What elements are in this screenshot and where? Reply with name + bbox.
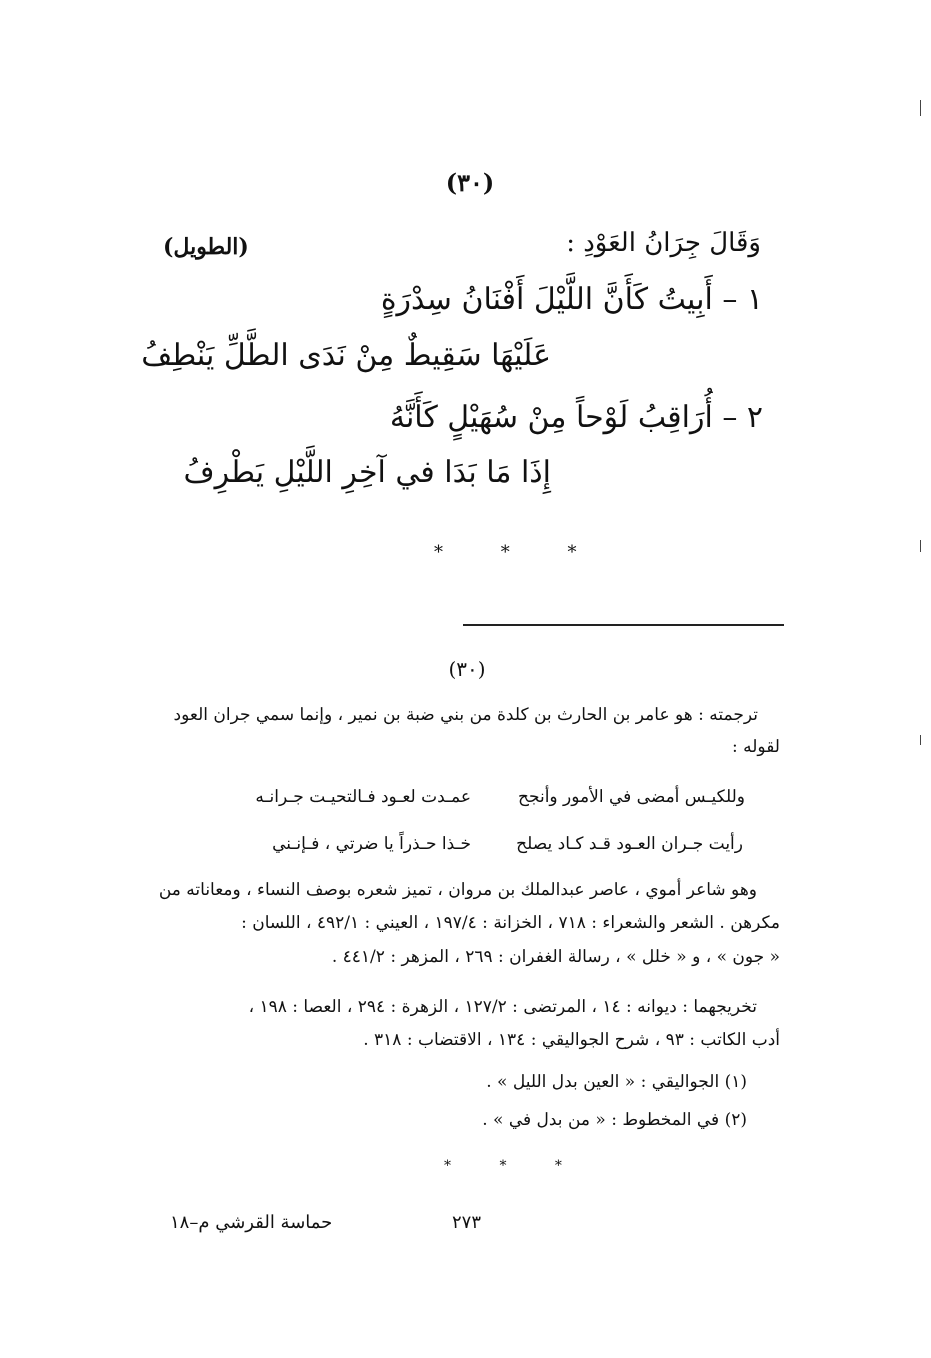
takhrij-line: أدب الكاتب : ٩٣ ، شرح الجواليقي : ١٣٤ ، الاقتضاب : ٣١٨ . — [363, 1030, 780, 1050]
footer-book-title: حماسة القرشي م–١٨ — [170, 1212, 333, 1233]
biography-line: وهو شاعر أموي ، عاصر عبدالملك بن مروان ، تميز شعره بوصف النساء ، ومعاناته من — [158, 880, 757, 900]
biography-line: « جون » ، و « خلل » ، رسالة الغفران : ٢٦٩ ، المزهر : ٤٤١/٢ . — [331, 947, 780, 967]
page-number: ٢٧٣ — [452, 1212, 482, 1233]
quoted-verse-2-second: رأيت جـران العـود قـد كـاد يصلح — [516, 834, 743, 854]
quoted-verse-1-first: عمـدت لعـود فـالتحيـت جـرانـه — [255, 787, 471, 807]
margin-mark — [920, 735, 921, 745]
footnote-rule — [463, 624, 784, 626]
quoted-verse-2-first: خـذا حـذراً يا ضرتي ، فـإنـني — [272, 834, 471, 854]
takhrij-line: تخريجهما : ديوانه : ١٤ ، المرتضى : ١٢٧/٢ ، الزهرة : ٢٩٤ ، العصا : ١٩٨ ، — [248, 997, 757, 1017]
verse-1-second-hemistich: عَلَيْهَا سَقِيطٌ مِنْ نَدَى الطَّلِّ يَنْطِفُ — [141, 338, 551, 373]
biography-line: مكرهن . الشعر والشعراء : ٧١٨ ، الخزانة : ١٩٧/٤ ، العيني : ٤٩٢/١ ، اللسان : — [241, 913, 780, 933]
quoted-verse-1-second: وللكيـس أمضى في الأمور وأنجح — [518, 787, 745, 807]
biography-line: ترجمته : هو عامر بن الحارث بن كلدة من بني ضبة بن نمير ، وإنما سمي جران العود — [173, 705, 758, 725]
poem-number: (٣٠) — [445, 168, 495, 197]
section-separator: * * * — [444, 1158, 584, 1174]
verse-2-second-hemistich: إِذَا مَا بَدَا في آخِرِ اللَّيْلِ يَطْرِفُ — [183, 455, 551, 490]
notes-number: (٣٠) — [448, 657, 486, 681]
footnote: (١) الجواليقي : « العين بدل الليل » . — [486, 1072, 747, 1092]
verse-1-first-hemistich: ١ – أَبِيتُ كَأَنَّ اللَّيْلَ أَفْنَانُ سِدْرَةٍ — [380, 282, 763, 317]
verse-2-first-hemistich: ٢ – أُرَاقِبُ لَوْحاً مِنْ سُهَيْلٍ كَأَنَّهُ — [389, 400, 763, 435]
margin-mark — [920, 540, 921, 552]
poem-intro: وَقَالَ جِرَانُ العَوْدِ : — [566, 228, 761, 258]
section-separator: * * * — [434, 542, 603, 563]
margin-mark — [920, 100, 921, 116]
footnote: (٢) في المخطوط : « من بدل في » . — [482, 1110, 747, 1130]
biography-line: لقوله : — [732, 737, 780, 757]
poem-meter: (الطويل) — [163, 234, 249, 260]
